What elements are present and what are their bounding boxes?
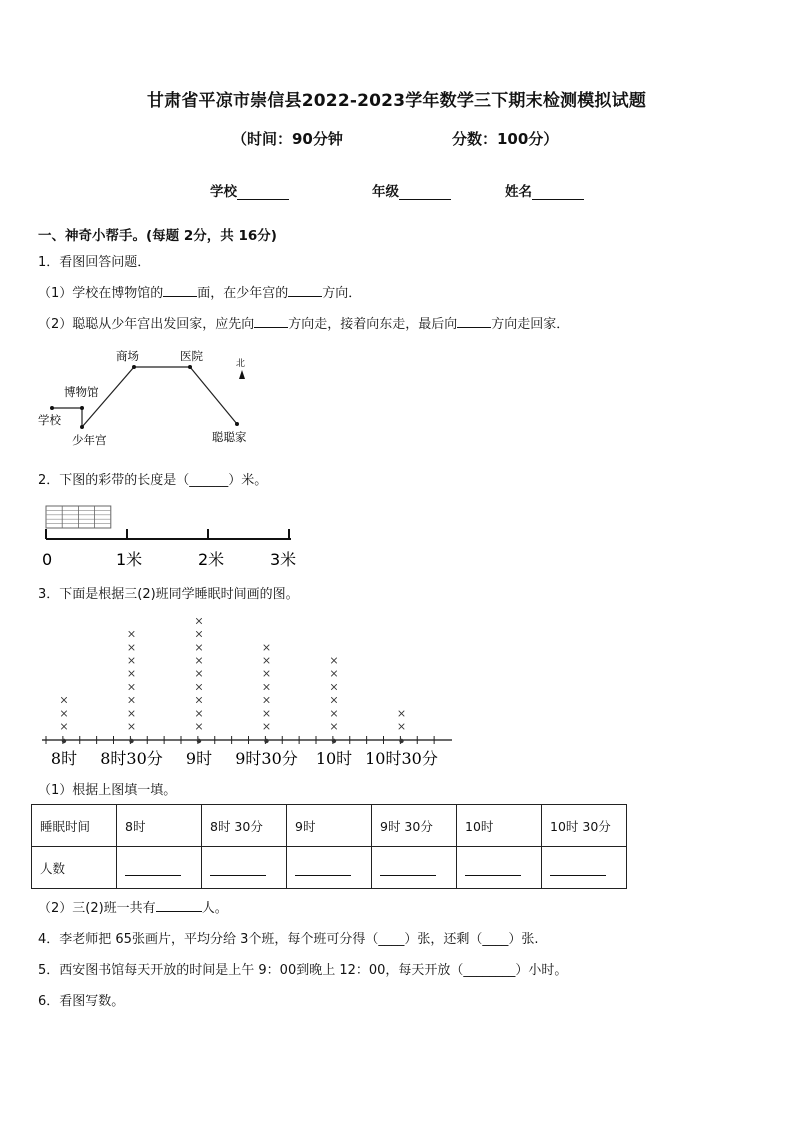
q1-p1-blank1[interactable] — [163, 284, 197, 297]
name-blank[interactable] — [532, 185, 584, 200]
q1-p2-a: （2）聪聪从少年宫出发回家，应先向 — [38, 317, 255, 332]
plot-marks — [59, 614, 406, 733]
plot-category-label: 10时 — [315, 749, 353, 768]
plot-x-mark: × — [194, 680, 204, 694]
plot-x-mark: × — [126, 667, 137, 681]
school-label: 学校 — [210, 184, 237, 200]
table-cell: 9时 — [287, 805, 372, 847]
ribbon-ruler — [36, 503, 306, 569]
answer-cell[interactable] — [287, 847, 372, 889]
q1-p2-b: 方向走，接着向东走，最后向 — [288, 317, 458, 332]
table-row — [32, 847, 627, 889]
plot-x-mark: × — [126, 640, 137, 654]
table-cell: 8时 30分 — [202, 805, 287, 847]
plot-category-tick — [197, 739, 201, 743]
q4-text: 4．李老师把 65张画片，平均分给 3个班，每个班可分得（____）张，还剩（____）张. — [38, 932, 539, 947]
q1-part2 — [38, 313, 569, 332]
plot-x-mark: × — [194, 720, 204, 733]
plot-category-tick — [399, 739, 403, 743]
grade-blank[interactable] — [399, 185, 451, 200]
plot-x-mark: × — [194, 693, 204, 707]
north-arrow-icon — [239, 370, 245, 379]
plot-x-mark: × — [126, 680, 137, 694]
school-label-map: 学校 — [38, 413, 61, 427]
answer-cell[interactable] — [202, 847, 287, 889]
table-cell: 10时 30分 — [542, 805, 627, 847]
plot-category-label: 8时30分 — [100, 749, 163, 768]
answer-blank[interactable] — [380, 863, 436, 876]
plot-x-mark: × — [261, 693, 272, 707]
q1-p1-blank2[interactable] — [288, 284, 322, 297]
plot-category-tick — [332, 739, 336, 743]
plot-category-tick — [62, 739, 66, 743]
plot-x-mark: × — [329, 667, 339, 681]
answer-cell[interactable] — [542, 847, 627, 889]
school-blank[interactable] — [237, 185, 289, 200]
table-header-cell: 睡眠时间 — [32, 805, 117, 847]
youth-palace-label: 少年宫 — [72, 433, 107, 447]
grade-field — [372, 180, 451, 200]
plot-x-mark: × — [194, 614, 204, 628]
plot-x-mark: × — [329, 680, 339, 694]
plot-x-mark: × — [126, 654, 137, 667]
youth-palace-dot — [80, 425, 84, 429]
museum-label: 博物馆 — [64, 385, 99, 399]
plot-x-mark: × — [194, 640, 204, 654]
plot-x-mark: × — [329, 720, 339, 733]
q1-p2-blank2[interactable] — [457, 315, 491, 328]
name-label: 姓名 — [505, 184, 532, 200]
answer-blank[interactable] — [295, 863, 351, 876]
table-cell: 9时 30分 — [372, 805, 457, 847]
q1-stem: 1．看图回答问题． — [38, 255, 151, 270]
q3-sub2-b: 人。 — [201, 901, 228, 916]
route-map — [30, 340, 270, 452]
section-heading: 一、神奇小帮手。(每题 2分，共 16分) — [38, 228, 277, 244]
q6-text: 6．看图写数。 — [38, 994, 125, 1009]
plot-category-label: 9时 — [185, 749, 213, 768]
plot-category-label: 9时30分 — [235, 749, 298, 768]
plot-category-label: 8时 — [50, 749, 78, 768]
grade-label: 年级 — [372, 184, 399, 200]
ruler-ticks — [46, 529, 289, 539]
shop-dot — [132, 365, 136, 369]
plot-x-mark: × — [126, 720, 137, 733]
answer-blank[interactable] — [125, 863, 181, 876]
hospital-label: 医院 — [180, 349, 203, 363]
plot-x-mark: × — [194, 654, 204, 667]
q1-p1-b: 面，在少年宫的 — [197, 286, 289, 301]
q1-p1-a: （1）学校在博物馆的 — [38, 286, 164, 301]
answer-cell[interactable] — [372, 847, 457, 889]
table-header-cell: 人数 — [32, 847, 117, 889]
plot-x-mark: × — [126, 693, 137, 707]
shop-label: 商场 — [116, 349, 139, 363]
plot-x-mark: × — [261, 640, 272, 654]
exam-score: 分数：100分） — [452, 130, 559, 148]
answer-blank[interactable] — [550, 863, 606, 876]
school-dot — [50, 406, 54, 410]
plot-x-mark: × — [126, 706, 137, 720]
ribbon — [46, 506, 111, 528]
exam-time: （时间：90分钟 — [232, 130, 343, 148]
plot-x-mark: × — [59, 693, 69, 707]
plot-x-mark: × — [261, 706, 272, 720]
home-dot — [235, 422, 239, 426]
page-title: 甘肃省平凉市崇信县2022-2023学年数学三下期末检测模拟试题 — [146, 91, 647, 111]
plot-x-mark: × — [59, 720, 69, 733]
plot-x-mark: × — [261, 720, 272, 733]
sleep-dot-plot — [40, 608, 460, 772]
table-cell: 10时 — [457, 805, 542, 847]
plot-x-mark: × — [194, 627, 204, 641]
plot-x-mark: × — [126, 627, 137, 641]
q3-sub1: （1）根据上图填一填。 — [38, 783, 177, 798]
table-row — [32, 805, 627, 847]
plot-x-mark: × — [261, 680, 272, 694]
plot-x-mark: × — [396, 720, 407, 733]
q3-total-blank[interactable] — [156, 899, 202, 912]
q1-p2-blank1[interactable] — [254, 315, 288, 328]
plot-x-mark: × — [261, 654, 272, 667]
plot-category-tick — [129, 739, 133, 743]
answer-blank[interactable] — [210, 863, 266, 876]
name-field — [505, 180, 584, 200]
plot-x-mark: × — [261, 667, 272, 681]
plot-x-mark: × — [329, 706, 339, 720]
plot-x-mark: × — [329, 654, 339, 667]
plot-x-mark: × — [194, 667, 204, 681]
hospital-dot — [188, 365, 192, 369]
plot-labels — [51, 749, 438, 768]
plot-x-mark: × — [329, 693, 339, 707]
q1-part1 — [38, 282, 361, 301]
table-cell: 8时 — [117, 805, 202, 847]
q3-sub2 — [38, 897, 228, 916]
answer-blank[interactable] — [465, 863, 521, 876]
ruler-label-3: 3米 — [270, 550, 297, 569]
answer-cell[interactable] — [457, 847, 542, 889]
plot-category-label: 10时30分 — [365, 749, 438, 768]
school-field — [210, 180, 289, 200]
q3-stem: 3．下面是根据三(2)班同学睡眠时间画的图。 — [38, 587, 299, 602]
ruler-label-1: 1米 — [116, 550, 143, 569]
north-label: 北 — [236, 359, 246, 369]
q2-stem: 2．下图的彩带的长度是（______）米。 — [38, 473, 268, 488]
ruler-label-2: 2米 — [198, 550, 225, 569]
sleep-table — [31, 804, 627, 889]
plot-category-tick — [264, 739, 268, 743]
plot-x-mark: × — [194, 706, 204, 720]
q5-text: 5．西安图书馆每天开放的时间是上午 9：00到晚上 12：00，每天开放（________）小时。 — [38, 963, 568, 978]
museum-dot — [80, 406, 84, 410]
plot-x-mark: × — [396, 706, 407, 720]
q3-sub2-a: （2）三(2)班一共有 — [38, 901, 156, 916]
plot-x-mark: × — [59, 706, 69, 720]
ruler-label-0: 0 — [42, 550, 53, 569]
answer-cell[interactable] — [117, 847, 202, 889]
q1-p2-c: 方向走回家． — [491, 317, 570, 332]
home-label: 聪聪家 — [212, 430, 247, 444]
q1-p1-c: 方向． — [322, 286, 362, 301]
